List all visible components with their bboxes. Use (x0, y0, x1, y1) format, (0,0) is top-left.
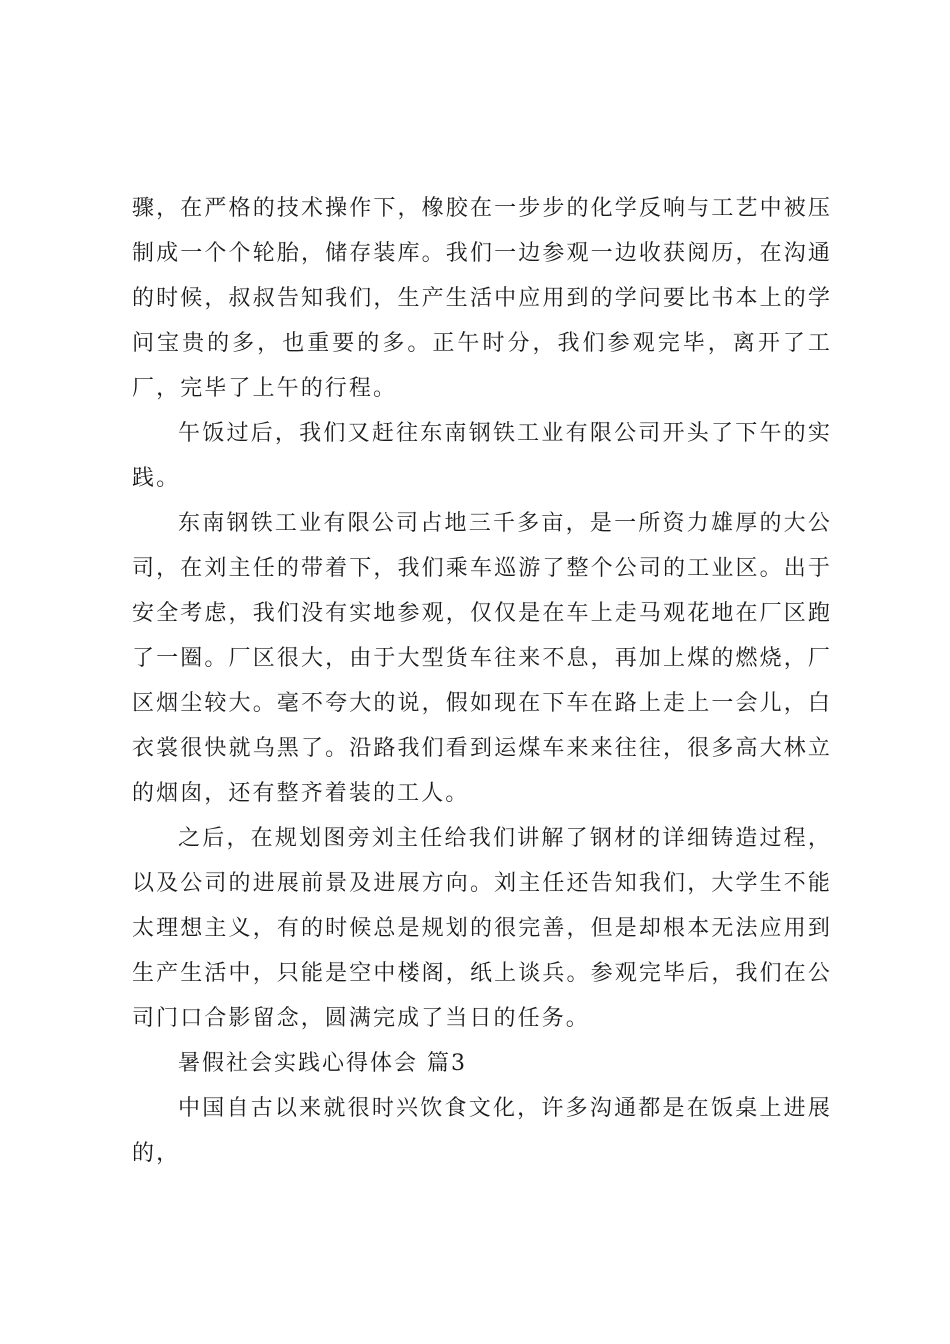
paragraph-tire-factory: 骤，在严格的技术操作下，橡胶在一步步的化学反响与工艺中被压制成一个个轮胎，储存装库。我们一边参观一边收获阅历，在沟通的时候，叔叔告知我们，生产生活中应用到的学问要比书本上的学问宝贵的多，也重要的多。正午时分，我们参观完毕，离开了工厂，完毕了上午的行程。 (132, 196, 832, 401)
paragraph-food-culture: 中国自古以来就很时兴饮食文化，许多沟通都是在饭桌上进展的， (132, 1096, 832, 1166)
document-body (132, 186, 832, 1176)
paragraph-afternoon-start: 午饭过后，我们又赶往东南钢铁工业有限公司开头了下午的实践。 (132, 421, 832, 491)
section-title: 暑假社会实践心得体会 篇3 (178, 1051, 467, 1076)
paragraph-steel-company: 东南钢铁工业有限公司占地三千多亩，是一所资力雄厚的大公司，在刘主任的带着下，我们乘车巡游了整个公司的工业区。出于安全考虑，我们没有实地参观，仅仅是在车上走马观花地在厂区跑了一圈。厂区很大，由于大型货车往来不息，再加上煤的燃烧，厂区烟尘较大。毫不夸大的说，假如现在下车在路上走上一会儿，白衣裳很快就乌黑了。沿路我们看到运煤车来来往往，很多高大林立的烟囱，还有整齐着装的工人。 (132, 511, 832, 806)
paragraph-director-talk: 之后，在规划图旁刘主任给我们讲解了钢材的详细铸造过程，以及公司的进展前景及进展方向。刘主任还告知我们，大学生不能太理想主义，有的时候总是规划的很完善，但是却根本无法应用到生产生活中，只能是空中楼阁，纸上谈兵。参观完毕后，我们在公司门口合影留念，圆满完成了当日的任务。 (132, 826, 832, 1031)
